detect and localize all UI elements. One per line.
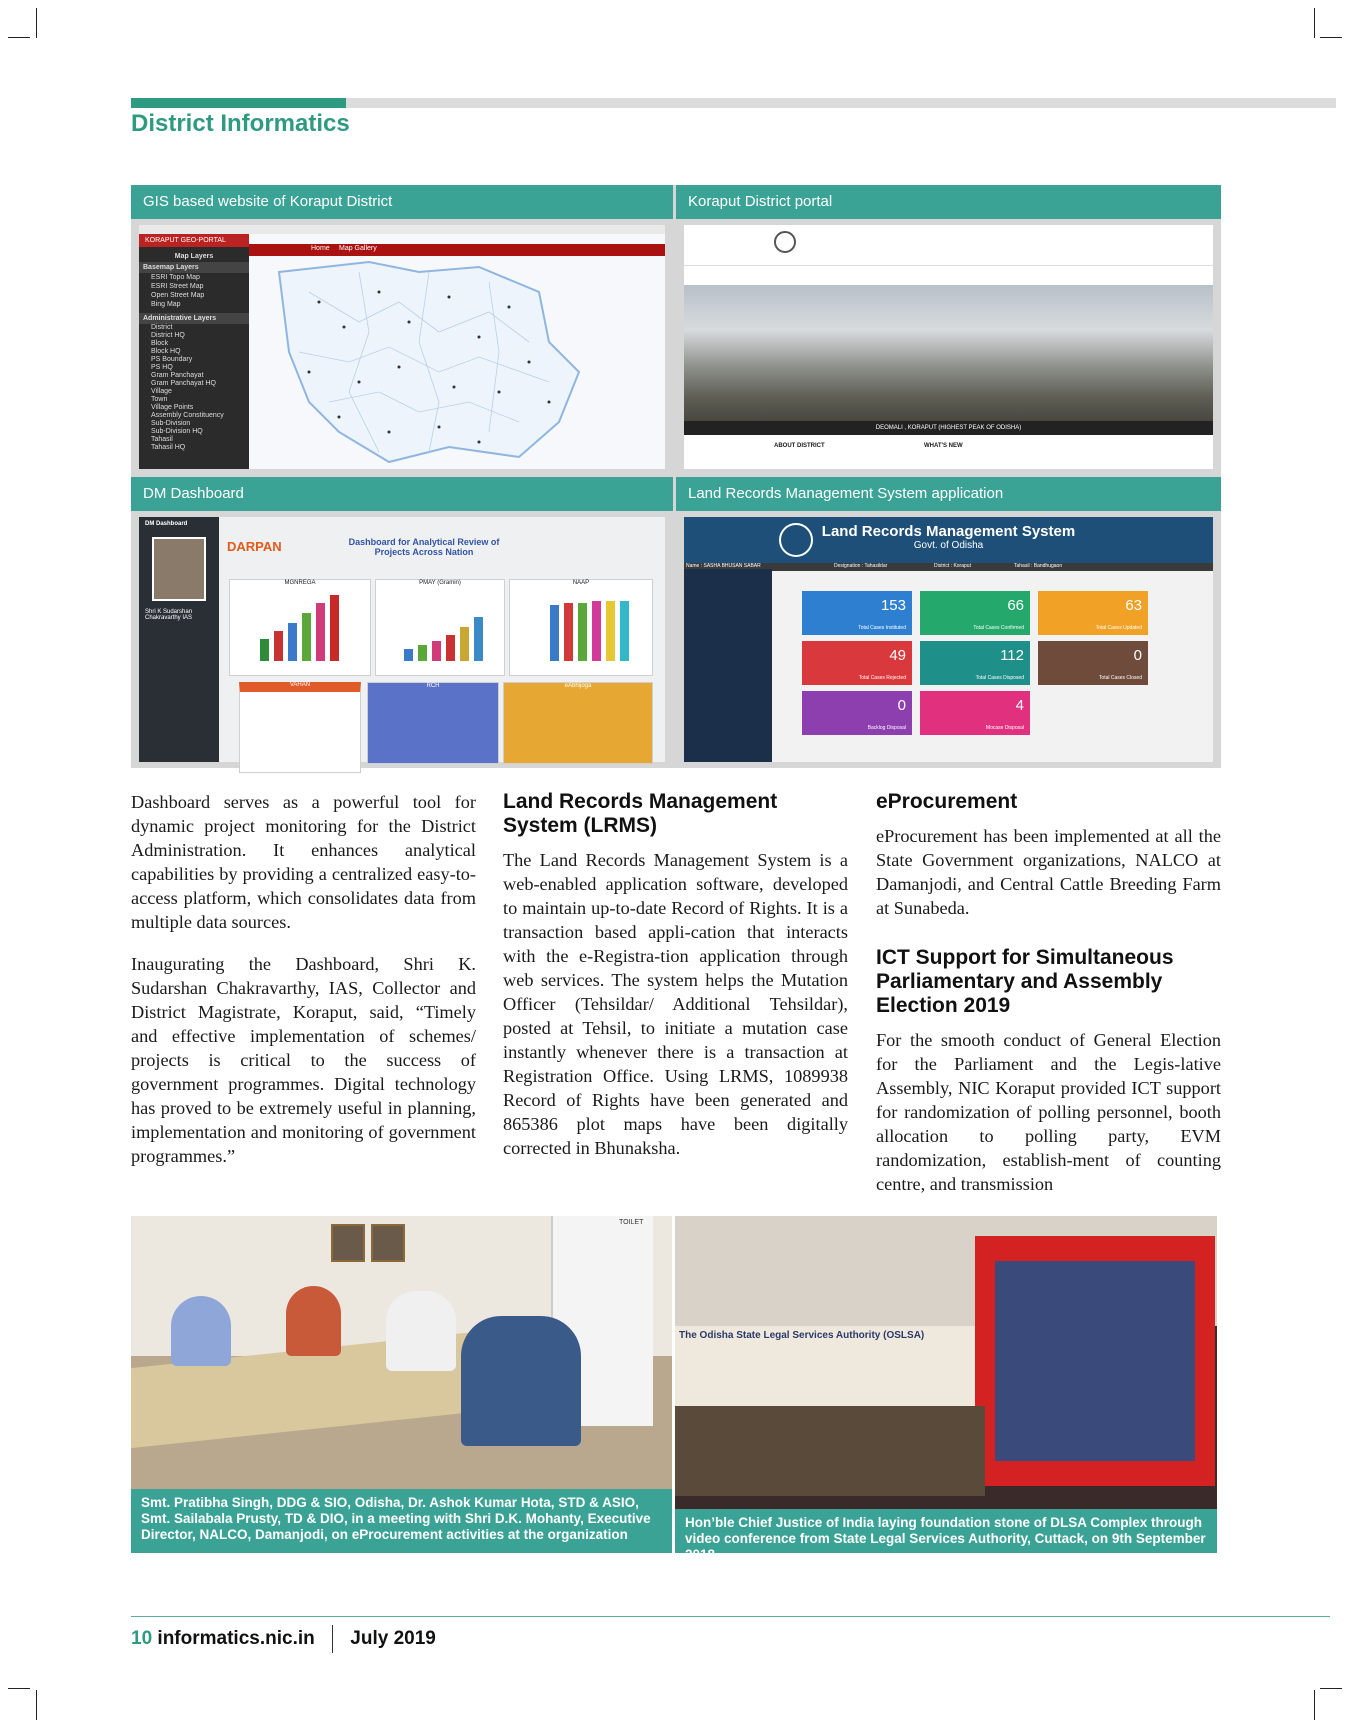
gis-screenshot (139, 225, 665, 469)
lrms-nav[interactable] (684, 569, 772, 762)
layer-item[interactable]: Gram Panchayat HQ (151, 380, 216, 387)
article-column-3 (876, 790, 1221, 1206)
chart-bar (288, 623, 297, 661)
stat-label: Total Cases Updated (1095, 625, 1142, 631)
stat-tile[interactable] (920, 641, 1030, 685)
stat-value: 4 (1015, 697, 1024, 714)
eprocurement-heading: eProcurement (876, 790, 1018, 813)
basemap-layers-label: Basemap Layers (139, 262, 249, 273)
layer-item[interactable]: Town (151, 396, 168, 403)
lrms-user: Name : SASHA BHUSAN SABAR (686, 563, 761, 569)
video-wall (995, 1261, 1195, 1461)
person (286, 1286, 341, 1356)
person (461, 1316, 581, 1446)
portal-menu[interactable] (684, 257, 1213, 266)
layer-item[interactable]: PS Boundary (151, 356, 193, 363)
paragraph: The Land Records Management System is a web-enabled application software, developed to maintain up-to-date Record of Rights. It is a transaction based appli-cation that interacts with the e-Registra-tion application through web services. The system helps the Mutation Officer (Tehsildar/ Additional Tehsildar), posted at Tehsil, to initiate a mutation case instantly whenever there is a transaction at Registration Office. Using LRMS, 1089938 Record of Rights have been generated and 865386 plot maps have been digitally corrected in Bhunaksha. (503, 850, 848, 1158)
stat-tile[interactable] (802, 591, 912, 635)
layer-item[interactable]: ESRI Topo Map (151, 274, 200, 281)
stage (675, 1406, 985, 1496)
darpan-logo: DARPAN (227, 539, 282, 554)
crop-mark (36, 8, 37, 38)
stat-value: 49 (889, 647, 906, 664)
chart-bar (330, 595, 339, 661)
stat-tile[interactable] (802, 691, 912, 735)
layer-item[interactable]: Block (151, 340, 169, 347)
nav-home[interactable]: Home (311, 245, 330, 252)
chart-card (375, 579, 505, 676)
dm-headline: Dashboard for Analytical Review of Projects Across Nation (348, 537, 500, 557)
layer-item[interactable]: Sub-Division HQ (151, 428, 203, 435)
crop-mark (1320, 1688, 1342, 1689)
video-conference-photo (675, 1216, 1217, 1562)
crop-mark (1320, 37, 1342, 38)
backdrop-text: The Odisha State Legal Services Authority (OSLSA) (679, 1330, 925, 1341)
paragraph: Dashboard serves as a powerful tool for dynamic project monitoring for the District Administration. It enhances analytical capabilities by providing a centralized easy-to-access platform, which consolidates data from multiple data sources. (131, 792, 476, 932)
article-column-1 (131, 790, 476, 1178)
admin-layers-label: Administrative Layers (139, 313, 249, 324)
gis-portal-name: KORAPUT GEO-PORTAL (139, 234, 249, 247)
lrms-app-title: Land Records Management System (821, 523, 1076, 540)
lrms-district: District : Koraput (934, 563, 971, 569)
map-layers-label: Map Layers (174, 253, 214, 260)
chart-bar (302, 613, 311, 661)
emblem-icon (779, 523, 813, 557)
chart-card (509, 579, 653, 676)
chart-bar (474, 617, 483, 661)
dm-panel-title: DM Dashboard (131, 477, 673, 511)
screenshot-grid (131, 185, 1221, 768)
stat-value: 0 (1133, 647, 1142, 664)
portrait-frame (331, 1224, 365, 1262)
avatar (152, 537, 206, 601)
chart-bar (592, 601, 601, 661)
stat-label: Total Cases Rejected (858, 675, 906, 681)
about-district-label: ABOUT DISTRICT (774, 443, 825, 449)
portrait-frame (371, 1224, 405, 1262)
nav-map-gallery[interactable]: Map Gallery (339, 245, 377, 252)
widget-title: VAHAN (289, 682, 311, 688)
widget-title: eAbhijoga (564, 683, 592, 689)
person (171, 1296, 231, 1366)
footer (131, 1625, 436, 1653)
toilet-sign: TOILET (619, 1219, 644, 1226)
layer-item[interactable]: Village Points (151, 404, 194, 411)
stat-tile[interactable] (920, 591, 1030, 635)
layer-item[interactable]: Village (151, 388, 172, 395)
lrms-panel-title: Land Records Management System application (676, 477, 1221, 511)
gis-map[interactable] (249, 234, 665, 469)
gis-panel-title: GIS based website of Koraput District (131, 185, 673, 219)
ict-heading: ICT Support for Simultaneous Parliamentary and Assembly Election 2019 (876, 946, 1174, 1017)
photo-caption: Smt. Pratibha Singh, DDG & SIO, Odisha, Dr. Ashok Kumar Hota, STD & ASIO, Smt. Sailabala Prusty, TD & DIO, in a meeting with Shri D.K. Mohanty, Executive Director, NALCO, Damanjodi, on eProcurement activities at the organization (131, 1489, 672, 1553)
crop-mark (36, 1690, 37, 1720)
chart-bar (316, 603, 325, 661)
portal-page (684, 225, 1213, 469)
layer-item[interactable]: Open Street Map (151, 292, 205, 299)
crop-mark (8, 37, 30, 38)
gis-sidebar (139, 234, 249, 469)
chart-bar (432, 641, 441, 661)
site-link[interactable]: informatics.nic.in (157, 1628, 315, 1650)
chart-bar (606, 601, 615, 661)
article-column-2 (503, 790, 848, 1170)
chart-bar (274, 631, 283, 661)
layer-item[interactable]: Assembly Constituency (151, 412, 224, 419)
stat-tile[interactable] (1038, 641, 1148, 685)
layer-item[interactable]: Block HQ (151, 348, 181, 355)
stat-value: 0 (897, 697, 906, 714)
paragraph: eProcurement has been implemented at all the State Government organizations, NALCO at Damanjodi, and Central Cattle Breeding Farm at Sunabeda. (876, 826, 1221, 918)
chart-bar (578, 603, 587, 661)
person (386, 1291, 456, 1371)
stat-label: Total Cases Instituted (858, 625, 906, 631)
vahan-widget (239, 682, 361, 773)
stat-label: Total Cases Confirmed (973, 625, 1024, 631)
paragraph: Inaugurating the Dashboard, Shri K. Sudarshan Chakravarthy, IAS, Collector and District Magistrate, Koraput, said, “Timely and effective implementation of schemes/ projects is critical to the success of government programmes. Digital technology has proved to be extremely useful in planning, implementation and monitoring of government programmes.” (131, 954, 476, 1166)
portal-banner-caption: DEOMALI , KORAPUT (HIGHEST PEAK OF ODISHA) (684, 421, 1213, 435)
lrms-panel (676, 477, 1221, 768)
chart-bar (620, 601, 629, 661)
crop-mark (8, 1688, 30, 1689)
person-name: Shri K Sudarshan Chakravarthy IAS (145, 609, 193, 621)
rch-widget (367, 682, 499, 764)
layer-item[interactable]: District HQ (151, 332, 185, 339)
stat-value: 66 (1007, 597, 1024, 614)
portal-screenshot (684, 225, 1213, 469)
chart-card (229, 579, 371, 676)
chart-bar (260, 639, 269, 661)
lrms-tahasil: Tahasil : Bandhugaon (1014, 563, 1063, 569)
layer-item[interactable]: District (151, 324, 173, 331)
stat-label: Total Cases Closed (1098, 675, 1142, 681)
chart-bar (550, 605, 559, 661)
chart-title: PMAY (Gramin) (419, 580, 461, 586)
stat-label: Mocase Disposal (985, 725, 1024, 731)
header-accent (131, 98, 346, 108)
dm-side-title: DM Dashboard (145, 521, 188, 527)
portal-panel-title: Koraput District portal (676, 185, 1221, 219)
lrms-designation: Designation : Tahasildar (834, 563, 888, 569)
layer-item[interactable]: Bing Map (151, 301, 181, 308)
stat-label: Backlog Disposal (867, 725, 906, 731)
lrms-header (684, 517, 1213, 563)
stat-value: 63 (1125, 597, 1142, 614)
lrms-govt: Govt. of Odisha (913, 540, 984, 551)
stat-tile[interactable] (802, 641, 912, 685)
meeting-photo (131, 1216, 672, 1553)
section-title: District Informatics (131, 110, 350, 137)
stat-tile[interactable] (920, 691, 1030, 735)
dm-screenshot (139, 517, 665, 762)
dm-page (139, 517, 665, 762)
browser-bar (139, 225, 665, 234)
dm-sidebar (139, 517, 219, 762)
stat-value: 153 (880, 597, 906, 614)
chart-bar (446, 635, 455, 661)
layer-item[interactable]: Sub-Division (151, 420, 191, 427)
portal-banner-image (684, 285, 1213, 435)
lrms-page (684, 517, 1213, 762)
layer-item[interactable]: Tahasil (151, 436, 173, 443)
layer-item[interactable]: PS HQ (151, 364, 173, 371)
layer-item[interactable]: ESRI Street Map (151, 283, 204, 290)
whats-new-label: WHAT'S NEW (924, 443, 963, 449)
chart-bar (564, 603, 573, 661)
gis-panel (131, 185, 673, 475)
lrms-screenshot (684, 517, 1213, 762)
stat-value: 112 (1000, 647, 1024, 664)
eabhijoga-widget (503, 682, 653, 764)
chart-bar (418, 645, 427, 661)
crop-mark (1314, 1690, 1315, 1720)
portal-panel (676, 185, 1221, 475)
chart-title: NAAP (572, 580, 590, 586)
footer-rule (131, 1616, 1330, 1617)
footer-separator (332, 1625, 333, 1653)
chart-bar (460, 627, 469, 661)
lrms-heading: Land Records Management System (LRMS) (503, 790, 778, 837)
dm-panel (131, 477, 673, 768)
paragraph: For the smooth conduct of General Election for the Parliament and the Legis-lative Assembly, NIC Koraput provided ICT support for randomization of polling personnel, booth allocation to polling party, EVM randomization, establish-ment of counting centre, and transmission (876, 1030, 1221, 1194)
page-number: 10 (131, 1628, 153, 1650)
stat-label: Total Cases Disposed (975, 675, 1024, 681)
header-rule (346, 98, 1336, 108)
emblem-icon (774, 231, 796, 253)
layer-item[interactable]: Gram Panchayat (151, 372, 204, 379)
chart-bar (404, 649, 413, 661)
district-map (249, 252, 619, 467)
crop-mark (1314, 8, 1315, 38)
stage-backdrop (675, 1326, 975, 1406)
layer-item[interactable]: Tahasil HQ (151, 444, 186, 451)
photo-caption: Hon’ble Chief Justice of India laying foundation stone of DLSA Complex through video conference from State Legal Services Authority, Cuttack, on 9th September 2018 (675, 1509, 1217, 1553)
stat-tile[interactable] (1038, 591, 1148, 635)
chart-title: MGNREGA (284, 580, 316, 586)
widget-title: RCH (426, 683, 440, 689)
issue-date: July 2019 (350, 1628, 436, 1650)
